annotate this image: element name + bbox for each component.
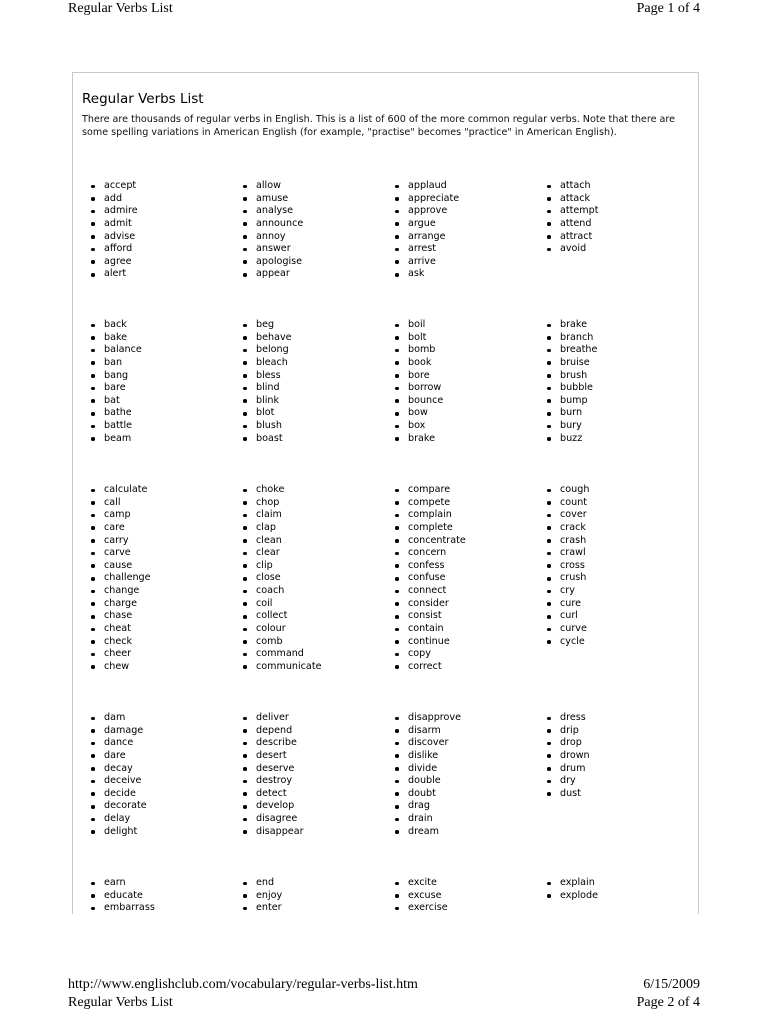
page-header-title: Regular Verbs List: [68, 1, 173, 16]
verb-list-item: attend: [547, 218, 687, 231]
verb-list-item: analyse: [243, 205, 395, 218]
verb-list-item: clap: [243, 522, 395, 535]
verb-list-item: book: [395, 357, 547, 370]
verb-list-item: back: [91, 319, 243, 332]
verb-list-item: appear: [243, 268, 395, 281]
verb-list-item: decide: [91, 788, 243, 801]
verb-list-item: cheer: [91, 648, 243, 661]
verb-list-item: brush: [547, 370, 687, 383]
verb-group-a: [91, 180, 691, 281]
verb-list-item: embarrass: [91, 902, 243, 914]
verb-list-item: behave: [243, 332, 395, 345]
verb-list-item: drown: [547, 750, 687, 763]
verb-column: [91, 877, 243, 914]
verb-list-item: carry: [91, 535, 243, 548]
verb-list-item: educate: [91, 890, 243, 903]
verb-list-item: crush: [547, 572, 687, 585]
verb-list-item: argue: [395, 218, 547, 231]
verb-list-item: cheat: [91, 623, 243, 636]
verb-list-item: drop: [547, 737, 687, 750]
verb-list-item: dust: [547, 788, 687, 801]
verb-list-item: allow: [243, 180, 395, 193]
verb-list-item: add: [91, 193, 243, 206]
verb-column: [243, 484, 395, 674]
verb-list-item: count: [547, 497, 687, 510]
verb-list-item: apologise: [243, 256, 395, 269]
verb-list-item: arrive: [395, 256, 547, 269]
verb-list-item: dare: [91, 750, 243, 763]
verb-list-item: clear: [243, 547, 395, 560]
verb-list-item: damage: [91, 725, 243, 738]
verb-list-item: battle: [91, 420, 243, 433]
verb-list-item: describe: [243, 737, 395, 750]
verb-list-item: cross: [547, 560, 687, 573]
verb-column: [395, 484, 547, 674]
verb-list-item: destroy: [243, 775, 395, 788]
verb-list-item: bury: [547, 420, 687, 433]
verb-list-item: boil: [395, 319, 547, 332]
verb-list-item: confuse: [395, 572, 547, 585]
verb-list-item: consist: [395, 610, 547, 623]
verb-list-item: attack: [547, 193, 687, 206]
verb-list-item: chop: [243, 497, 395, 510]
verb-list-item: disapprove: [395, 712, 547, 725]
verb-list-item: challenge: [91, 572, 243, 585]
verb-list-item: deserve: [243, 763, 395, 776]
verb-list-item: cause: [91, 560, 243, 573]
verb-list-item: coil: [243, 598, 395, 611]
verb-list-item: command: [243, 648, 395, 661]
verb-column: [91, 484, 243, 674]
verb-list-item: choke: [243, 484, 395, 497]
verb-column: [91, 319, 243, 445]
verb-column: [547, 877, 687, 914]
verb-list-item: bore: [395, 370, 547, 383]
verb-column: [395, 180, 547, 281]
verb-list-item: enjoy: [243, 890, 395, 903]
verb-list-item: colour: [243, 623, 395, 636]
verb-list-item: bless: [243, 370, 395, 383]
verb-list-item: close: [243, 572, 395, 585]
verb-column: [91, 180, 243, 281]
document-heading: Regular Verbs List: [82, 91, 204, 107]
verb-list-item: belong: [243, 344, 395, 357]
verb-list-item: dam: [91, 712, 243, 725]
verb-list-item: detect: [243, 788, 395, 801]
verb-list-item: end: [243, 877, 395, 890]
verb-list-item: collect: [243, 610, 395, 623]
verb-list-item: curl: [547, 610, 687, 623]
verb-list-item: disarm: [395, 725, 547, 738]
verb-list-item: drain: [395, 813, 547, 826]
verb-column: [243, 877, 395, 914]
verb-list-item: compare: [395, 484, 547, 497]
verb-list-item: borrow: [395, 382, 547, 395]
verb-list-item: applaud: [395, 180, 547, 193]
document-content: [82, 90, 688, 139]
verb-list-item: attract: [547, 231, 687, 244]
verb-list-item: annoy: [243, 231, 395, 244]
verb-list-item: drag: [395, 800, 547, 813]
verb-list-item: arrest: [395, 243, 547, 256]
verb-list-item: bathe: [91, 407, 243, 420]
verb-column: [395, 319, 547, 445]
verb-list-item: dream: [395, 826, 547, 839]
verb-list-item: decorate: [91, 800, 243, 813]
verb-list-item: continue: [395, 636, 547, 649]
verb-list-item: cure: [547, 598, 687, 611]
verb-list-item: avoid: [547, 243, 687, 256]
footer-url: http://www.englishclub.com/vocabulary/regular-verbs-list.htm: [68, 977, 418, 992]
verb-list-item: camp: [91, 509, 243, 522]
page-header-page-number: Page 1 of 4: [636, 1, 700, 16]
verb-list-item: crack: [547, 522, 687, 535]
verb-list-item: dislike: [395, 750, 547, 763]
verb-list-item: bleach: [243, 357, 395, 370]
verb-column: [547, 319, 687, 445]
verb-column: [547, 484, 687, 674]
verb-list-item: burn: [547, 407, 687, 420]
verb-list-item: claim: [243, 509, 395, 522]
verb-list-item: dress: [547, 712, 687, 725]
verb-list-item: earn: [91, 877, 243, 890]
verb-list-item: afford: [91, 243, 243, 256]
verb-list-item: admit: [91, 218, 243, 231]
verb-list-item: dance: [91, 737, 243, 750]
verb-list-item: contain: [395, 623, 547, 636]
footer-page-number: Page 2 of 4: [636, 995, 700, 1010]
verb-list-item: beg: [243, 319, 395, 332]
verb-list-item: exercise: [395, 902, 547, 914]
verb-list-item: drip: [547, 725, 687, 738]
verb-list-item: coach: [243, 585, 395, 598]
verb-list-item: explain: [547, 877, 687, 890]
verb-column: [547, 712, 687, 838]
verb-list-item: bat: [91, 395, 243, 408]
verb-list-item: agree: [91, 256, 243, 269]
verb-group-d: [91, 712, 691, 838]
verb-list-item: cycle: [547, 636, 687, 649]
verb-list-item: dry: [547, 775, 687, 788]
verb-list-item: charge: [91, 598, 243, 611]
verb-list-item: crash: [547, 535, 687, 548]
verb-list-item: bang: [91, 370, 243, 383]
verb-list-item: communicate: [243, 661, 395, 674]
intro-paragraph: There are thousands of regular verbs in English. This is a list of 600 of the more common regular verbs. Note that there are some spelling variations in American English (for example, "practise" becomes "practice" in American English).: [82, 114, 676, 138]
verb-list-item: chase: [91, 610, 243, 623]
verb-list-item: curve: [547, 623, 687, 636]
verb-list-item: deliver: [243, 712, 395, 725]
verb-list-item: bomb: [395, 344, 547, 357]
verb-list-item: bubble: [547, 382, 687, 395]
verb-list-item: copy: [395, 648, 547, 661]
verb-list-item: blush: [243, 420, 395, 433]
verb-list-item: blind: [243, 382, 395, 395]
verb-column: [243, 180, 395, 281]
verb-list-item: consider: [395, 598, 547, 611]
verb-list-item: cough: [547, 484, 687, 497]
verb-list-item: bump: [547, 395, 687, 408]
verb-list-item: call: [91, 497, 243, 510]
verb-list-item: approve: [395, 205, 547, 218]
verb-list-item: delay: [91, 813, 243, 826]
verb-list-item: depend: [243, 725, 395, 738]
verb-list-item: brake: [395, 433, 547, 446]
verb-column: [243, 319, 395, 445]
verb-list-item: divide: [395, 763, 547, 776]
verb-list-item: change: [91, 585, 243, 598]
verb-list-item: balance: [91, 344, 243, 357]
verb-list-item: breathe: [547, 344, 687, 357]
verb-list-item: blink: [243, 395, 395, 408]
verb-list-item: bare: [91, 382, 243, 395]
verb-column: [91, 712, 243, 838]
verb-group-b: [91, 319, 691, 445]
verb-list-item: delight: [91, 826, 243, 839]
verb-list-item: correct: [395, 661, 547, 674]
verb-list-item: amuse: [243, 193, 395, 206]
verb-list-item: bake: [91, 332, 243, 345]
verb-group-e: [91, 877, 691, 914]
verb-list-item: branch: [547, 332, 687, 345]
verb-list-item: alert: [91, 268, 243, 281]
verb-list-item: bruise: [547, 357, 687, 370]
verb-list-item: deceive: [91, 775, 243, 788]
footer-date: 6/15/2009: [643, 977, 700, 992]
verb-list-item: drum: [547, 763, 687, 776]
verb-list-item: carve: [91, 547, 243, 560]
verb-list-item: ban: [91, 357, 243, 370]
verb-group-c: [91, 484, 691, 674]
verb-list-item: cover: [547, 509, 687, 522]
verb-list-item: concentrate: [395, 535, 547, 548]
verb-list-item: blot: [243, 407, 395, 420]
verb-list-item: boast: [243, 433, 395, 446]
verb-list-item: arrange: [395, 231, 547, 244]
verb-list-item: disagree: [243, 813, 395, 826]
verb-list-item: clip: [243, 560, 395, 573]
verb-column: [243, 712, 395, 838]
verb-list-item: discover: [395, 737, 547, 750]
verb-list-item: chew: [91, 661, 243, 674]
verb-list-item: clean: [243, 535, 395, 548]
verb-list-item: brake: [547, 319, 687, 332]
verb-list-item: decay: [91, 763, 243, 776]
verb-list-item: care: [91, 522, 243, 535]
verb-list-item: check: [91, 636, 243, 649]
verb-list-item: ask: [395, 268, 547, 281]
verb-list-item: crawl: [547, 547, 687, 560]
verb-list-item: announce: [243, 218, 395, 231]
verb-list-item: develop: [243, 800, 395, 813]
verb-list-item: bolt: [395, 332, 547, 345]
verb-list-item: connect: [395, 585, 547, 598]
verb-list-item: calculate: [91, 484, 243, 497]
verb-list-item: excuse: [395, 890, 547, 903]
verb-list-item: accept: [91, 180, 243, 193]
verb-column: [395, 877, 547, 914]
verb-list-item: comb: [243, 636, 395, 649]
footer-title: Regular Verbs List: [68, 995, 173, 1010]
verb-list-item: beam: [91, 433, 243, 446]
verb-list-item: appreciate: [395, 193, 547, 206]
verb-list-item: enter: [243, 902, 395, 914]
verb-list-item: desert: [243, 750, 395, 763]
verb-column: [547, 180, 687, 281]
verb-list-item: admire: [91, 205, 243, 218]
verb-list-item: complete: [395, 522, 547, 535]
verb-list-item: disappear: [243, 826, 395, 839]
verb-list-item: confess: [395, 560, 547, 573]
verb-list-item: attempt: [547, 205, 687, 218]
verb-column: [395, 712, 547, 838]
verb-list-item: answer: [243, 243, 395, 256]
verb-list-item: explode: [547, 890, 687, 903]
verb-list-item: double: [395, 775, 547, 788]
verb-list-item: box: [395, 420, 547, 433]
verb-list-item: attach: [547, 180, 687, 193]
document-frame: [72, 72, 699, 914]
verb-list-item: buzz: [547, 433, 687, 446]
verb-list-item: compete: [395, 497, 547, 510]
verb-list-item: doubt: [395, 788, 547, 801]
verb-list-item: complain: [395, 509, 547, 522]
verb-list-item: advise: [91, 231, 243, 244]
verb-list-item: excite: [395, 877, 547, 890]
verb-list-item: concern: [395, 547, 547, 560]
verb-list-item: cry: [547, 585, 687, 598]
verb-list-item: bounce: [395, 395, 547, 408]
verb-list-item: bow: [395, 407, 547, 420]
